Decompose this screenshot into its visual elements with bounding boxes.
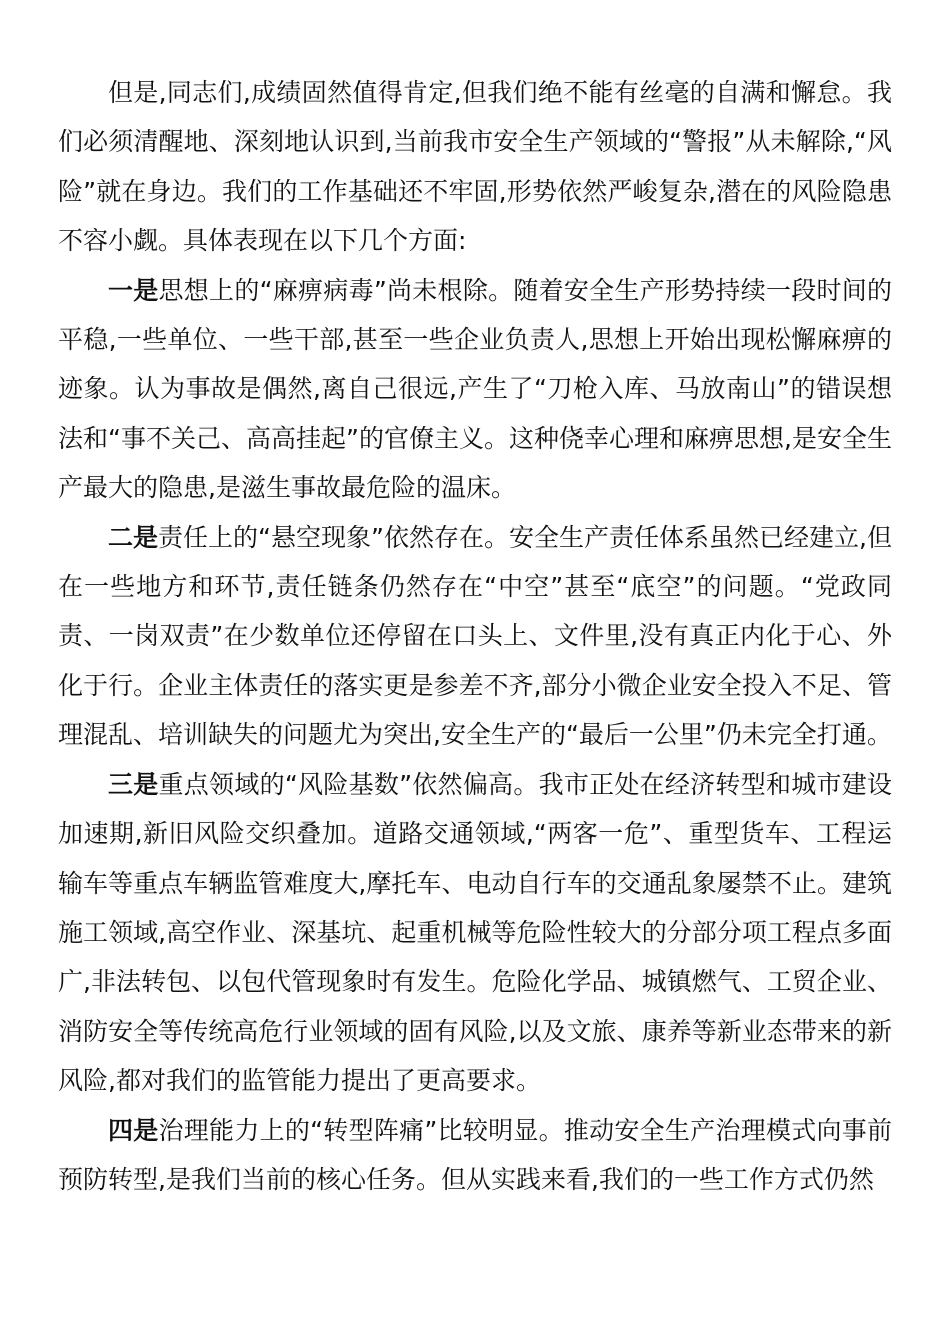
paragraph-lead: 三是 (108, 769, 159, 799)
paragraph-lead: 四是 (108, 1115, 159, 1145)
paragraph-text: 治理能力上的“转型阵痛”比较明显。推动安全生产治理模式向事前预防转型,是我们当前的核心任务。但从实践来看,我们的一些工作方式仍然 (58, 1115, 892, 1194)
paragraph-text: 重点领域的“风险基数”依然偏高。我市正处在经济转型和城市建设加速期,新旧风险交织叠加。道路交通领域,“两客一危”、重型货车、工程运输车等重点车辆监管难度大,摩托车、电动自行车的交通乱象屡禁不止。建筑施工领域,高空作业、深基坑、起重机械等危险性较大的分部分项工程点多面广,非法转包、以包代管现象时有发生。危险化学品、城镇燃气、工贸企业、消防安全等传统高危行业领域的固有风险,以及文旅、康养等新业态带来的新风险,都对我们的监管能力提出了更高要求。 (58, 769, 892, 1096)
paragraph-text: 责任上的“悬空现象”依然存在。安全生产责任体系虽然已经建立,但在一些地方和环节,责任链条仍然存在“中空”甚至“底空”的问题。“党政同责、一岗双责”在少数单位还停留在口头上、文件里,没有真正内化于心、外化于行。企业主体责任的落实更是参差不齐,部分小微企业安全投入不足、管理混乱、培训缺失的问题尤为突出,安全生产的“最后一公里”仍未完全打通。 (58, 522, 892, 750)
document-body (58, 68, 892, 1204)
paragraph-point-2 (58, 513, 892, 760)
paragraph-point-4 (58, 1106, 892, 1205)
paragraph-text: 思想上的“麻痹病毒”尚未根除。随着安全生产形势持续一段时间的平稳,一些单位、一些干部,甚至一些企业负责人,思想上开始出现松懈麻痹的迹象。认为事故是偶然,离自己很远,产生了“刀枪入库、马放南山”的错误想法和“事不关己、高高挂起”的官僚主义。这种侥幸心理和麻痹思想,是安全生产最大的隐患,是滋生事故最危险的温床。 (58, 275, 892, 503)
paragraph-point-3 (58, 760, 892, 1106)
paragraph-text: 但是,同志们,成绩固然值得肯定,但我们绝不能有丝毫的自满和懈怠。我们必须清醒地、深刻地认识到,当前我市安全生产领域的“警报”从未解除,“风险”就在身边。我们的工作基础还不牢固,形势依然严峻复杂,潜在的风险隐患不容小觑。具体表现在以下几个方面: (58, 78, 892, 256)
paragraph-lead: 一是 (108, 275, 159, 305)
paragraph-lead: 二是 (108, 522, 159, 552)
paragraph-intro (58, 68, 892, 266)
paragraph-point-1 (58, 266, 892, 513)
